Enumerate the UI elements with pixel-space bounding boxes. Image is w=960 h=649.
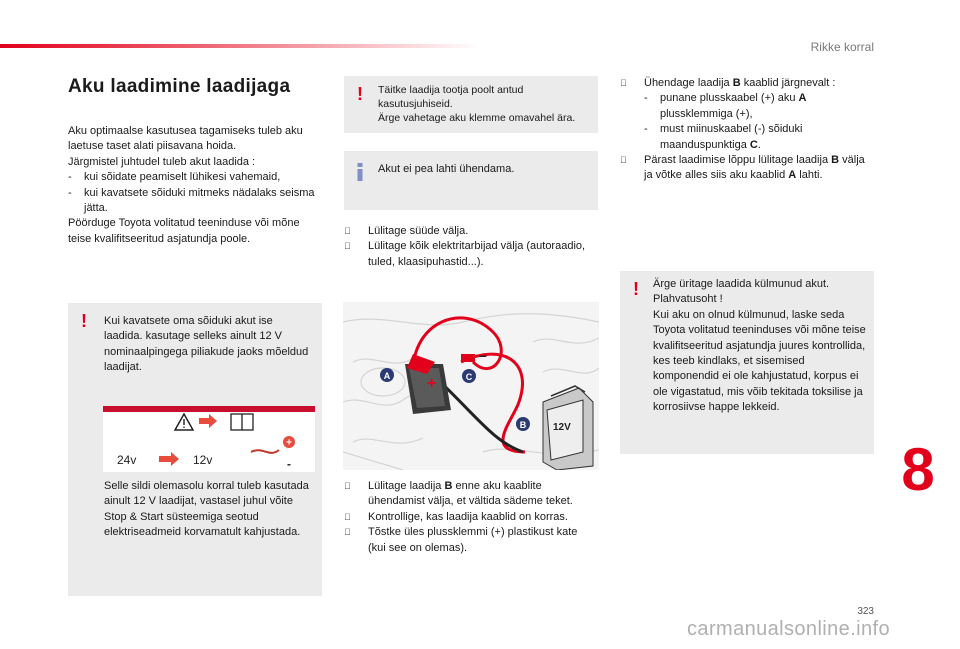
warning-text: Kui kavatsete oma sõiduki akut ise laadida. kasutage selleks ainult 12 V nominaalpingega piliakude jaoks mõeldud laadijat. xyxy=(104,315,309,374)
minus-label: – xyxy=(479,347,487,363)
warning-line: Ärge üritage laadida külmunud akut. xyxy=(653,278,830,290)
section-title: Rikke korral xyxy=(810,40,874,54)
warning-line: Plahvatusoht ! xyxy=(653,293,723,306)
warning-box xyxy=(68,303,322,596)
list-item: Lülitage laadija B enne aku kaablite ühendamist välja, et vältida sädeme teket. xyxy=(368,480,573,508)
charger-label: 12V xyxy=(553,422,571,433)
list-item: Lülitage kõik elektritarbijad välja (autoraadio, tuled, klaasipuhastid...). xyxy=(368,240,586,268)
intro-text xyxy=(68,124,318,247)
intro-paragraph: Järgmistel juhtudel tuleb akut laadida : xyxy=(68,155,256,168)
list-item: - kui sõidate peamiselt lühikesi vahemaid, xyxy=(68,170,318,185)
label-c: C xyxy=(465,372,473,382)
plus-label: + xyxy=(427,375,437,392)
header-accent-bar xyxy=(0,44,480,48)
warning-line: Ärge vahetage aku klemme omavahel ära. xyxy=(378,112,576,124)
list-item: Pärast laadimise lõppu lülitage laadija B välja ja võtke alles siis aku kaablid A lahti. xyxy=(644,154,865,182)
page-title: Aku laadimine laadijaga xyxy=(68,76,291,97)
page-number: 323 xyxy=(857,606,874,617)
sub-list xyxy=(644,91,876,153)
warning-box xyxy=(620,271,874,454)
engine-bay-drawing xyxy=(343,302,599,470)
sub-list-item: - must miinuskaabel (-) sõiduki maanduspunktiga C. xyxy=(644,122,876,153)
label-b: B xyxy=(519,420,527,430)
label-minus: - xyxy=(287,457,291,471)
info-icon xyxy=(356,163,364,186)
intro-list xyxy=(68,170,318,216)
warning-text xyxy=(378,83,594,125)
list-item: Lülitage süüde välja. xyxy=(368,225,469,237)
label-plus: + xyxy=(286,437,292,449)
label-image xyxy=(103,406,315,472)
label-text: Selle sildi olemasolu korral tuleb kasutada ainult 12 V laadijat, vastasel juhul võite Stop & Start süsteemiga seotud elektriseadmeid korvamatult kahjustada. xyxy=(104,480,309,539)
charging-illustration xyxy=(343,302,599,470)
warning-text xyxy=(653,277,869,416)
list-item: Kontrollige, kas laadija kaablid on korras. xyxy=(368,510,568,523)
steps-list xyxy=(344,479,598,556)
steps-list xyxy=(620,76,876,184)
info-box xyxy=(344,151,598,210)
steps-list xyxy=(344,224,598,270)
label-24v: 24v xyxy=(117,453,137,467)
label-illustration xyxy=(103,406,315,472)
list-item: Tõstke üles plussklemmi (+) plastikust kate (kui see on olemas). xyxy=(368,526,578,554)
warning-icon: ! xyxy=(633,279,639,299)
warning-line: Täitke laadija tootja poolt antud kasutusjuhiseid. xyxy=(378,84,524,110)
chapter-number: 8 xyxy=(901,436,935,503)
warning-icon: ! xyxy=(81,311,87,331)
info-text: Akut ei pea lahti ühendama. xyxy=(378,163,515,175)
watermark: carmanualsonline.info xyxy=(687,618,890,640)
warning-line: Kui aku on olnud külmunud, laske seda Toyota volitatud teeninduses või mõne teise kvalifitseeritud asjatundja juures kontrollida, kes teeb kindlaks, et sisemised komponendid ei ole kahjustatud, korpus ei ole vigastatud, mis võib tekitada toksilise ja korrosiivse happe lekkeid. xyxy=(653,308,866,414)
label-a: A xyxy=(383,371,391,381)
list-item: - kui kavatsete sõiduki mitmeks nädalaks seisma jätta. xyxy=(68,186,318,217)
warning-box xyxy=(344,76,598,133)
warning-icon: ! xyxy=(357,84,363,104)
sub-list-item: - punane plusskaabel (+) aku A plussklemmiga (+), xyxy=(644,91,876,122)
list-item: Ühendage laadija B kaablid järgnevalt : - punane plusskaabel (+) aku A plussklemmiga (+), - must miinuskaabel (-) sõiduki maanduspunktiga C. xyxy=(620,76,876,153)
label-12v: 12v xyxy=(193,453,213,467)
intro-paragraph: Pöörduge Toyota volitatud teeninduse või mõne teise kvalifitseeritud asjatundja poole. xyxy=(68,217,300,245)
intro-paragraph: Aku optimaalse kasutusea tagamiseks tuleb aku laetuse taset alati piisavana hoida. xyxy=(68,125,303,153)
